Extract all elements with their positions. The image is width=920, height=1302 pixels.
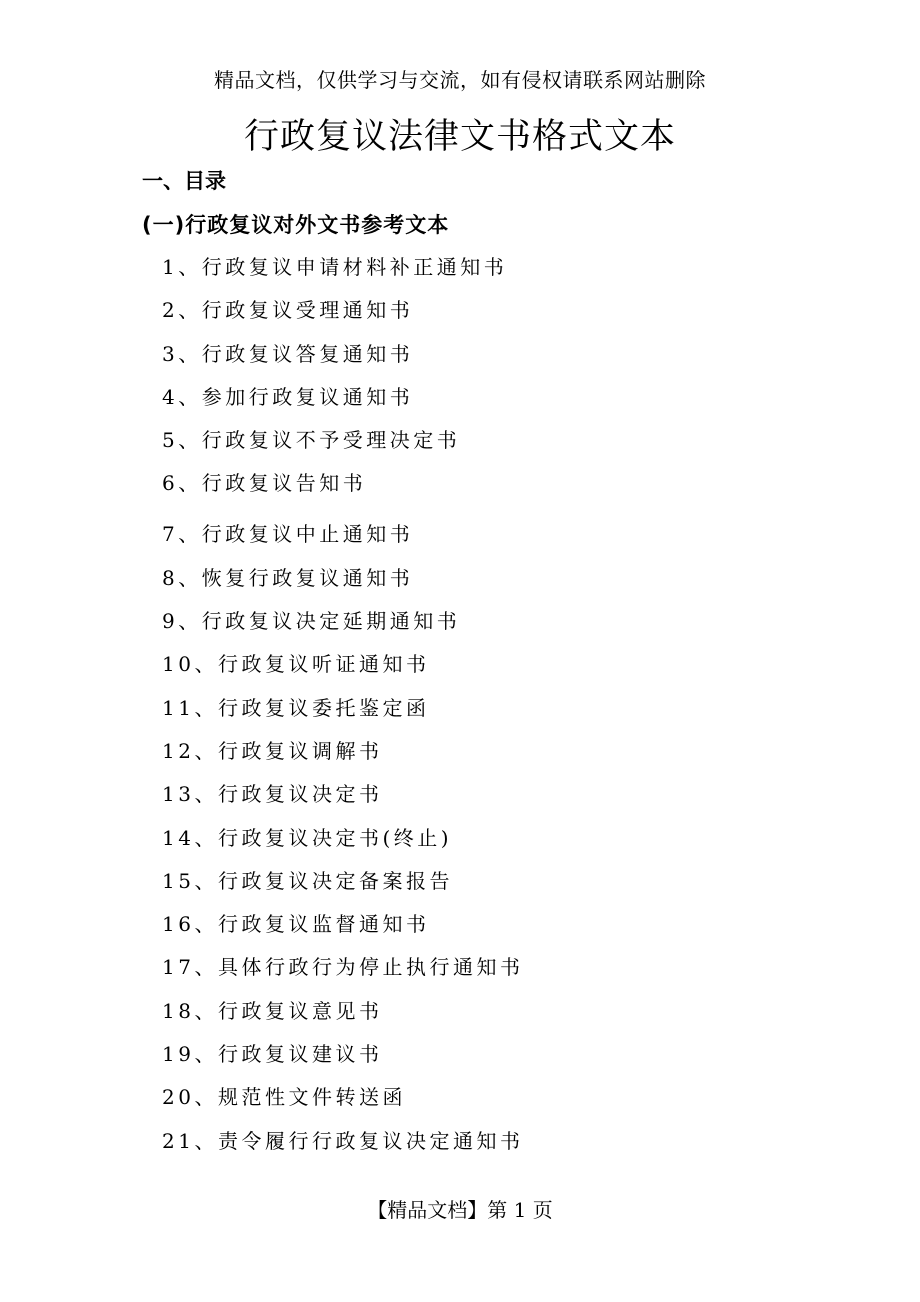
toc-item: 12、行政复议调解书 (162, 738, 383, 763)
page-footer: 【精品文档】第 1 页 (367, 1198, 553, 1222)
subsection-heading-external-documents: (一)行政复议对外文书参考文本 (142, 213, 450, 237)
toc-item: 17、具体行政行为停止执行通知书 (162, 955, 524, 980)
toc-item: 10、行政复议听证通知书 (162, 652, 430, 677)
toc-item: 15、行政复议决定备案报告 (162, 868, 453, 893)
section-heading-contents: 一、目录 (142, 169, 226, 193)
toc-item: 18、行政复议意见书 (162, 998, 383, 1023)
page-header: 精品文档，仅供学习与交流，如有侵权请联系网站删除 (214, 68, 706, 92)
table-of-contents-list (162, 252, 523, 1169)
toc-item: 6、行政复议告知书 (162, 471, 367, 496)
toc-item: 11、行政复议委托鉴定函 (162, 695, 430, 720)
toc-item: 19、行政复议建议书 (162, 1042, 383, 1067)
toc-item: 20、规范性文件转送函 (162, 1085, 406, 1110)
toc-item: 7、行政复议中止通知书 (162, 522, 414, 547)
toc-item: 13、行政复议决定书 (162, 782, 383, 807)
toc-item: 14、行政复议决定书(终止) (162, 825, 453, 850)
toc-item: 1、行政复议申请材料补正通知书 (162, 255, 508, 279)
toc-item: 8、恢复行政复议通知书 (162, 565, 414, 590)
toc-item: 2、行政复议受理通知书 (162, 298, 414, 323)
toc-item: 5、行政复议不予受理决定书 (162, 428, 461, 453)
document-title: 行政复议法律文书格式文本 (243, 117, 676, 157)
toc-item: 4、参加行政复议通知书 (162, 384, 414, 409)
toc-item: 21、责令履行行政复议决定通知书 (162, 1128, 524, 1153)
toc-item: 16、行政复议监督通知书 (162, 912, 430, 937)
toc-item: 3、行政复议答复通知书 (162, 341, 414, 366)
toc-item: 9、行政复议决定延期通知书 (162, 609, 461, 634)
